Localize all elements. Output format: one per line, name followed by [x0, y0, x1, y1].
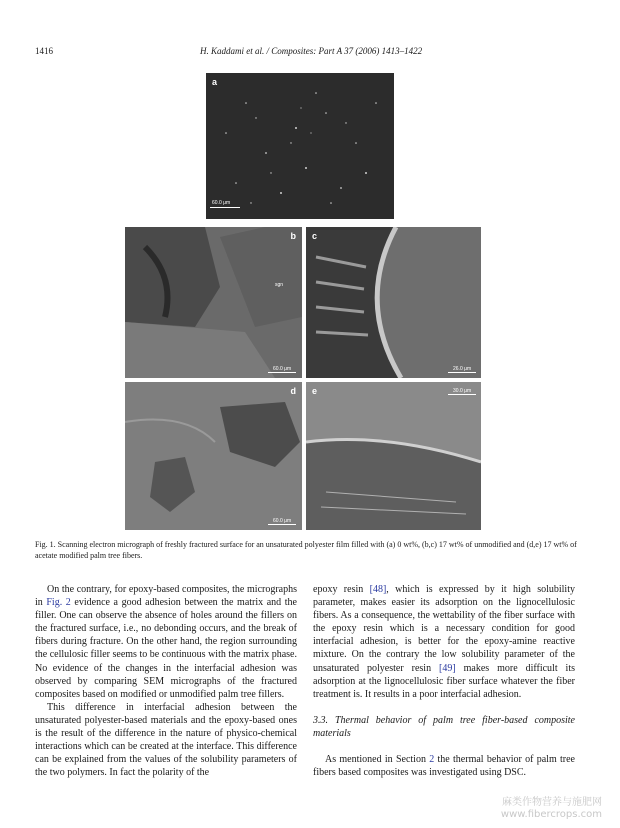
citation-link[interactable]: [49]: [439, 662, 456, 674]
scale-bar: [210, 207, 240, 208]
page-number: 1416: [35, 46, 53, 56]
micrograph-texture: [125, 227, 302, 378]
scale-label: 26.0 μm: [453, 366, 472, 372]
paragraph: [35, 583, 297, 701]
scale-label: 30.0 μm: [453, 388, 472, 394]
scale-label: 60.0 μm: [273, 518, 292, 524]
text: On the contrary, for epoxy-based composites, the micrographs in: [35, 584, 297, 609]
figure-reference-link[interactable]: Fig. 2: [46, 597, 71, 609]
text: evidence a good adhesion between the matrix and the filler. One can observe the absence of holes around the fillers on the fractured surface, i.e., no debonding occurs, and the break of fibers during fracture. On the other hand, the region surrounding the cellulosic filler seems to be continuous with the matrix phase. No evidence of the changes in the interfacial adhesion was observed by comparing SEM micrographs of the fractured composites based on modified or unmodified palm tree fillers.: [35, 597, 297, 700]
citation-link[interactable]: [48]: [369, 584, 387, 595]
micrograph-texture: [306, 382, 481, 530]
micrograph-texture: [206, 73, 394, 219]
paragraph: This difference in interfacial adhesion between the unsaturated polyester-based materials and the epoxy-based ones is the result of the difference in the nature of physico-chemical interactions which can be created at the interface. This difference can be explained from the values of the solubility parameters of the two polymers. In fact the polarity of the: [35, 701, 297, 779]
panel-label-a: a: [212, 77, 218, 87]
left-column: [35, 583, 297, 779]
micrograph-panel-d: [125, 382, 302, 530]
scale-label: 60.0 μm: [212, 200, 231, 206]
text: makes more difficult its adsorption at the lignocellulosic fiber surface whatever the fiber treatment is. It results in a poor interfacial adhesion.: [313, 662, 575, 700]
scale-bar: [268, 372, 296, 373]
paragraph: [313, 753, 575, 779]
paragraph: [313, 583, 575, 701]
running-header: H. Kaddami et al. / Composites: Part A 37 (2006) 1413–1422: [200, 46, 423, 56]
micrograph-texture: [125, 382, 302, 530]
figure-caption: Fig. 1. Scanning electron micrograph of freshly fractured surface for an unsaturated polyester film filled with (a) 0 wt%, (b,c) 17 wt% of unmodified and (d,e) 17 wt% of acetate modified palm tree fibers.: [35, 540, 577, 560]
micrograph-texture: [306, 227, 481, 378]
text: the thermal behavior of palm tree fibers based composites was investigated using DSC.: [313, 754, 575, 779]
panel-label-b: b: [290, 231, 296, 241]
micrograph-panel-a: [206, 73, 394, 219]
right-column: [313, 583, 575, 779]
micrograph-panel-b: [125, 227, 302, 378]
section-heading: 3.3. Thermal behavior of palm tree fiber-based composite materials: [313, 714, 575, 739]
panel-label-c: c: [312, 231, 318, 241]
micrograph-panel-c: [306, 227, 481, 378]
watermark-line-1: 麻类作物营养与施肥网: [502, 797, 602, 808]
panel-label-e: e: [312, 386, 318, 396]
watermark: [501, 797, 602, 821]
inset-text: sgn: [275, 282, 284, 288]
section-reference-link[interactable]: 2: [429, 754, 435, 766]
scale-bar: [448, 372, 476, 373]
scale-label: 60.0 μm: [273, 366, 292, 372]
text: , which is expressed by it high solubility parameter, makes easier its adsorption on the lignocellulosic fibers. As a consequence, the wettability of the fiber surface with the epoxy resin which is a necessary condition for good interfacial adhesion, is better for the epoxy-amine reactive mixture. On the contrary the low solubility parameter of the unsaturated polyester resin: [313, 584, 575, 674]
panel-label-d: d: [290, 386, 296, 396]
micrograph-panel-e: [306, 382, 481, 530]
watermark-line-2: www.fibercrops.com: [500, 809, 602, 820]
text: As mentioned in Section: [325, 754, 430, 766]
scale-bar: [448, 394, 476, 395]
scale-bar: [268, 524, 296, 525]
text: epoxy resin: [313, 584, 370, 595]
